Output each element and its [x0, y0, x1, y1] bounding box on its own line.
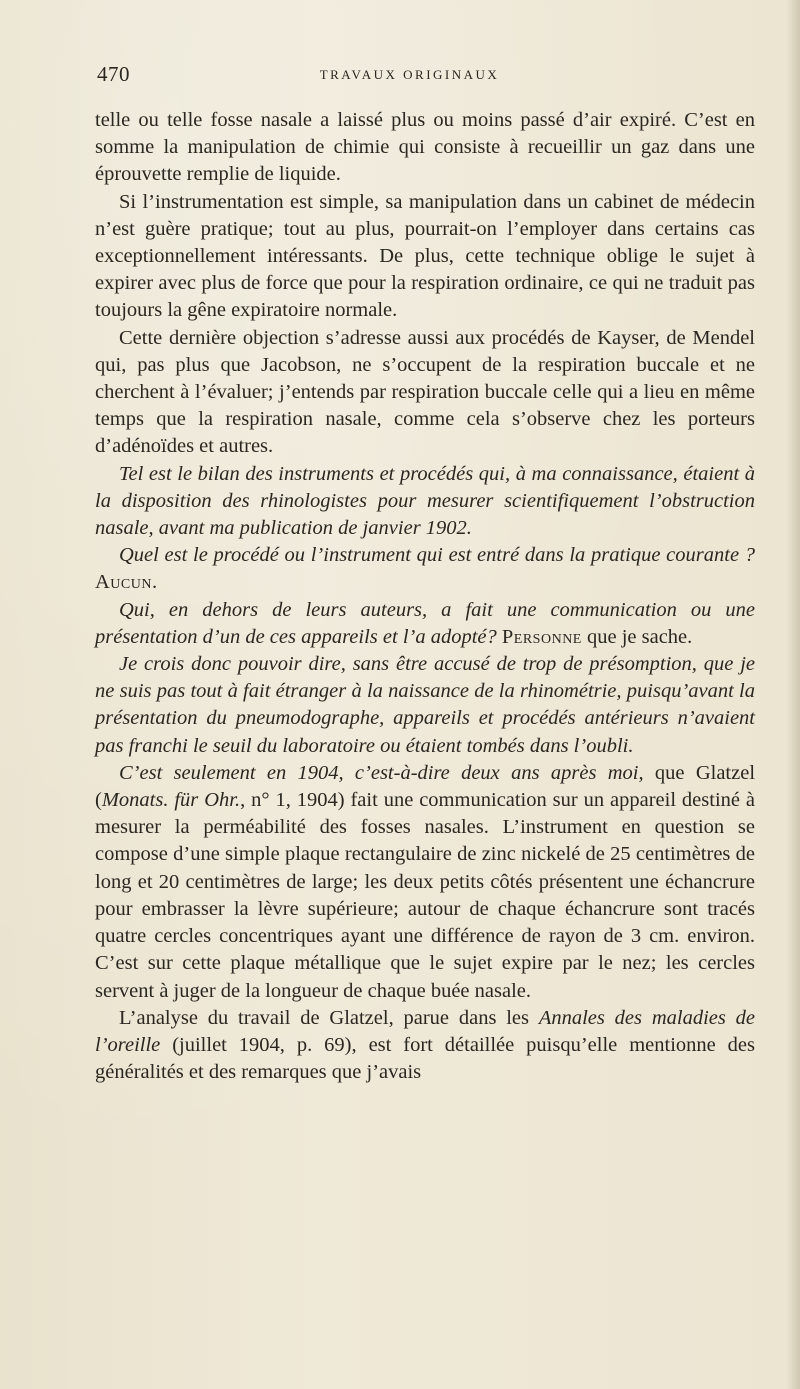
paragraph-5 [95, 542, 755, 596]
paragraph-8 [95, 760, 755, 1005]
paragraph-3: Cette dernière objection s’adresse aussi aux procédés de Kayser, de Mendel qui, pas plus que Jacobson, ne s’occupent de la respiration buccale et ne cherchent à l’évaluer; j’entends par respiration buccale celle qui a lieu en même temps que la respiration nasale, comme cela s’observe chez les porteurs d’adénoïdes et autres. [95, 326, 755, 458]
paragraph-7-italic: Je crois donc pouvoir dire, sans être accusé de trop de présomption, que je ne suis pas tout à fait étranger à la naissance de la rhinométrie, puisqu’avant la présentation du pneumodographe, appareils et procédés antérieurs n’avaient pas franchi le seuil du laboratoire ou étaient tombés dans l’oubli. [95, 653, 755, 757]
journal-title: Annales des maladies de l’oreille [95, 1006, 755, 1056]
paragraph-9-part-a: L’analyse du travail de Glatzel, parue dans les [119, 1006, 530, 1029]
running-head: TRAVAUX ORIGINAUX [319, 67, 500, 82]
paragraph-7 [95, 651, 755, 760]
paragraph-4 [95, 461, 755, 543]
paragraph-9 [95, 1005, 755, 1087]
paragraph-9-part-b: (juillet 1904, p. 69), est fort détaillée puisqu’elle mentionne des généralités et des remarques que j’avais [95, 1033, 755, 1084]
answer-1: Aucun. [95, 571, 158, 594]
answer-2-rest: que je sache. [586, 625, 693, 648]
page-edge-shadow [786, 0, 800, 1389]
question-1: Quel est le procédé ou l’instrument qui est entré dans la pratique courante ? [119, 544, 755, 567]
body-text [95, 107, 755, 1086]
paragraph-8-italic: C’est seulement en 1904, c’est-à-dire deux ans après moi, [119, 761, 644, 784]
glatzel-reference: Monats. für Ohr. [101, 789, 241, 812]
paragraph-4-italic: Tel est le bilan des instruments et procédés qui, à ma connaissance, étaient à la disposition des rhinologistes pour mesurer scientifiquement l’obstruction nasale, avant ma publication de janvier 1902. [95, 462, 755, 540]
page-header [97, 62, 722, 92]
paragraph-1: telle ou telle fosse nasale a laissé plus ou moins passé d’air expiré. C’est en somme la manipulation de chimie qui consiste à recueillir un gaz dans une éprouvette remplie de liquide. [95, 109, 755, 186]
question-2: Qui, en dehors de leurs auteurs, a fait une communication ou une présentation d’un de ces appareils et l’a adopté? [95, 598, 755, 648]
paragraph-6 [95, 597, 755, 651]
answer-2: Personne [501, 625, 582, 648]
page-number: 470 [97, 62, 130, 86]
paragraph-8-part-a: que Glatzel ( [95, 761, 756, 812]
paragraph-2: Si l’instrumentation est simple, sa manipulation dans un cabinet de médecin n’est guère pratique; tout au plus, pourrait-on l’employer dans certains cas exceptionnellement intéressants. De plus, cette technique oblige le sujet à expirer avec plus de force que pour la respiration ordinaire, ce qui ne traduit pas toujours la gêne expiratoire normale. [95, 190, 755, 322]
paragraph-8-part-b: , n° 1, 1904) fait une communication sur un appareil destiné à mesurer la perméabilité des fosses nasales. L’instrument en question se compose d’une simple plaque rectangulaire de zinc nickelé de 25 centimètres de long et 20 centimètres de large; les deux petits côtés présentent une échancrure pour embrasser la lèvre supérieure; autour de chaque échancrure sont tracés quatre cercles concentriques ayant une différence de rayon de 3 cm. environ. C’est sur cette plaque métallique que le sujet expire par le nez; les cercles servent à juger de la longueur de chaque buée nasale. [95, 789, 755, 1002]
